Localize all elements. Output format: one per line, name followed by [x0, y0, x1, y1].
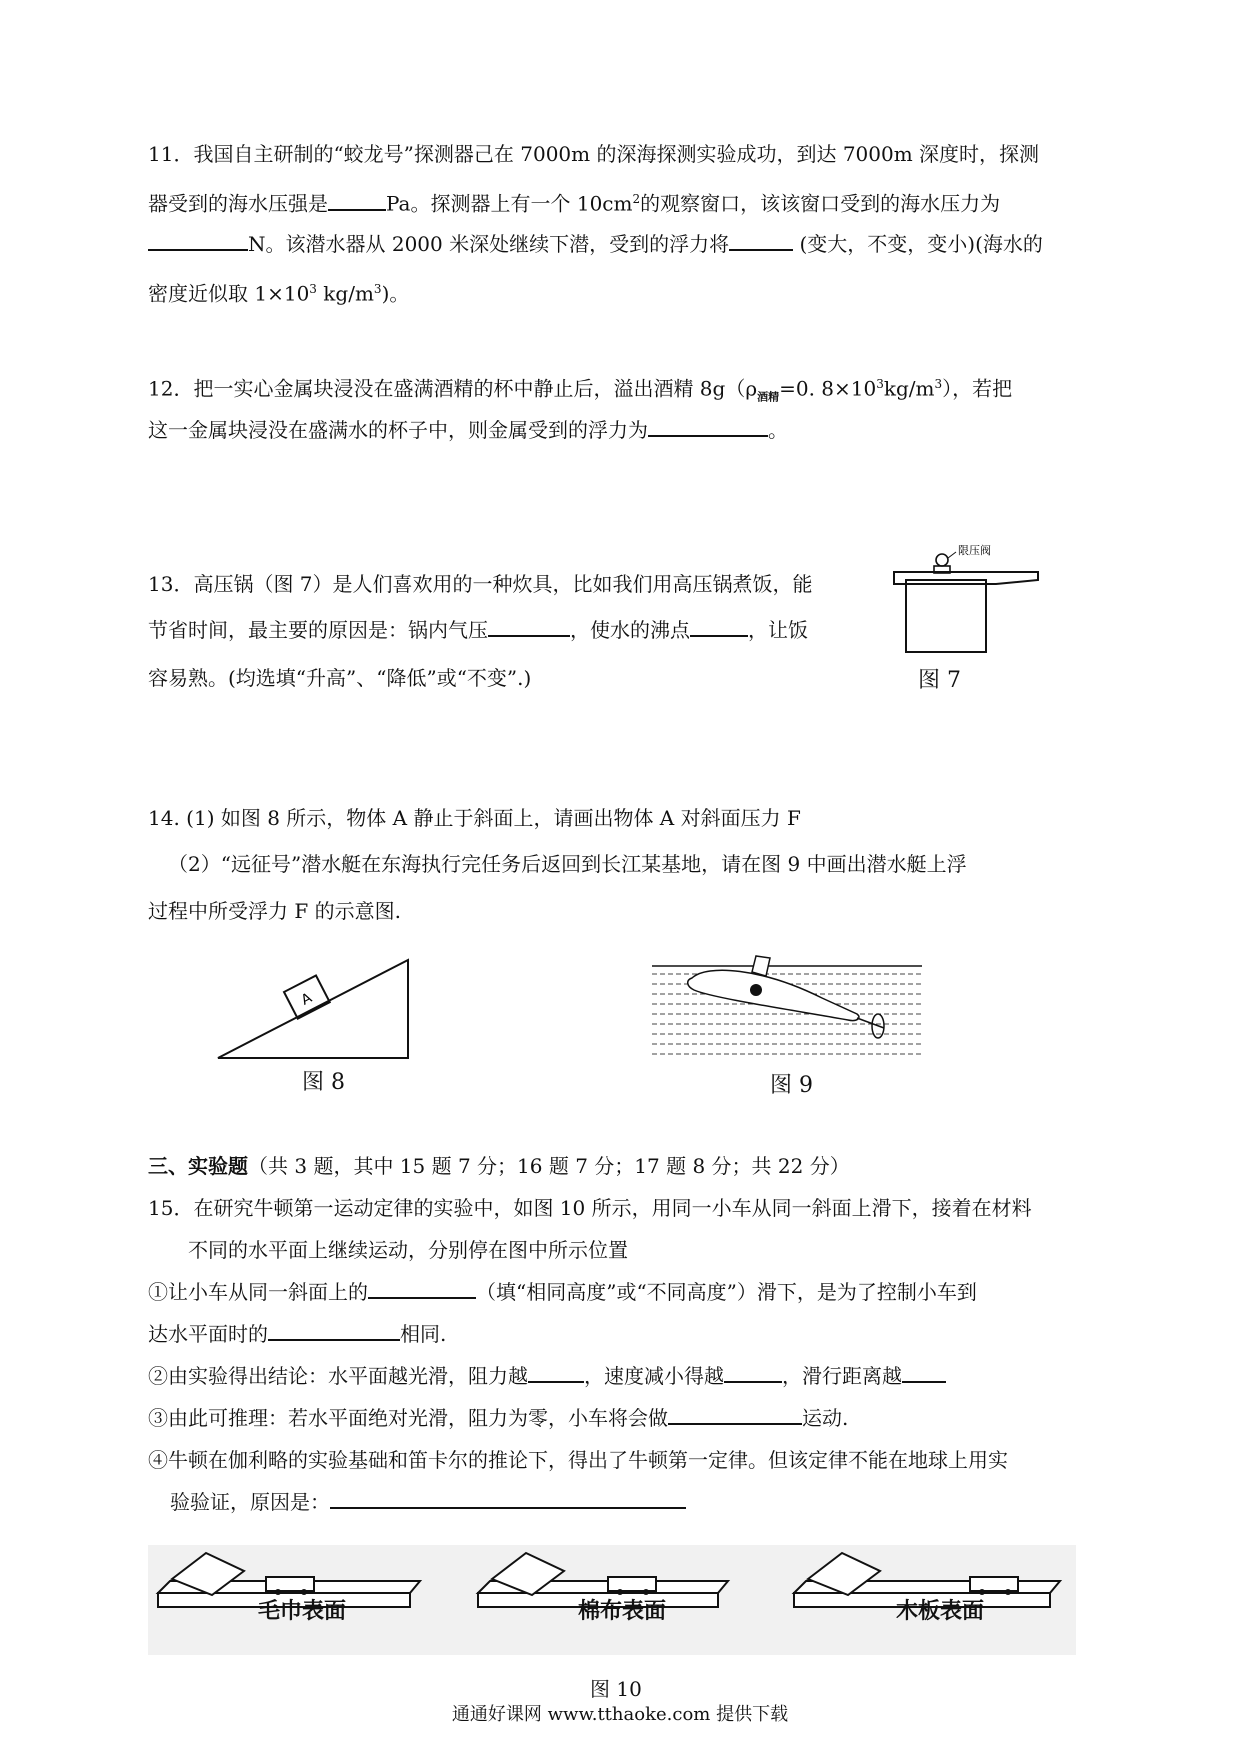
answer-blank — [902, 1363, 946, 1383]
q11-text: N。该潜水器从 2000 米深处继续下潜，受到的浮力将 — [248, 232, 730, 256]
cooker-lid — [894, 572, 1038, 584]
q15-text: 运动. — [802, 1406, 849, 1430]
q11-text: (变大，不变，变小)(海水的 — [793, 232, 1043, 256]
q15-text: ，速度减小得越 — [584, 1364, 724, 1388]
superscript: 3 — [309, 282, 317, 296]
q15-text: ，滑行距离越 — [782, 1364, 902, 1388]
q14-line1: 14. (1) 如图 8 所示，物体 A 静止于斜面上，请画出物体 A 对斜面压力 F — [148, 806, 801, 830]
answer-blank — [648, 417, 768, 437]
q15-line4 — [148, 1320, 1108, 1348]
q15-line3 — [148, 1278, 1108, 1306]
cart-icon — [266, 1577, 314, 1591]
q15-text: 达水平面时的 — [148, 1322, 268, 1346]
q15-text: 相同. — [400, 1322, 447, 1346]
cart-icon — [970, 1577, 1018, 1591]
q15-line2: 不同的水平面上继续运动，分别停在图中所示位置 — [188, 1238, 628, 1262]
q15-text: ①让小车从同一斜面上的 — [148, 1280, 368, 1304]
figure-7-caption: 图 7 — [918, 668, 961, 693]
superscript: 3 — [934, 377, 943, 391]
section3-points: （共 3 题，其中 15 题 7 分；16 题 7 分；17 题 8 分；共 22 分） — [248, 1154, 850, 1178]
pressure-cooker-figure — [890, 540, 1060, 660]
pressure-valve — [936, 554, 948, 566]
answer-blank — [528, 1363, 584, 1383]
q14-line2: （2）“远征号”潜水艇在东海执行完任务后返回到长江某基地，请在图 9 中画出潜水艇上浮 — [168, 852, 967, 876]
q13-text: 节省时间，最主要的原因是：锅内气压 — [148, 618, 488, 642]
cotton-surface-label: 棉布表面 — [578, 1599, 667, 1624]
superscript: 3 — [876, 377, 884, 391]
q13-line3: 容易熟。(均选填“升高”、“降低”或“不变”.) — [148, 666, 532, 690]
q14-line3: 过程中所受浮力 F 的示意图. — [148, 899, 401, 923]
q12-text: 这一金属块浸没在盛满水的杯子中，则金属受到的浮力为 — [148, 418, 648, 442]
submarine-hull — [688, 970, 859, 1020]
q11-text: 器受到的海水压强是 — [148, 191, 328, 216]
q15-line8 — [170, 1488, 1130, 1516]
q15-text: ②由实验得出结论：水平面越光滑，阻力越 — [148, 1364, 528, 1388]
figure-9-caption: 图 9 — [770, 1073, 813, 1098]
answer-blank — [488, 617, 570, 637]
valve-label: 限压阀 — [958, 544, 991, 557]
q11-line4 — [148, 275, 1108, 308]
superscript: 3 — [373, 282, 382, 296]
q11-text: )。 — [381, 281, 410, 306]
q13-text: ，使水的沸点 — [570, 618, 690, 642]
q13-line1: 13．高压锅（图 7）是人们喜欢用的一种炊具，比如我们用高压锅煮饭，能 — [148, 572, 813, 596]
subscript: 酒精 — [757, 390, 780, 404]
submarine-figure-9 — [652, 950, 922, 1062]
incline-plane — [218, 960, 408, 1058]
valve-pointer-line — [948, 552, 956, 558]
q11-text: 的观察窗口，该该窗口受到的海水压力为 — [640, 191, 1001, 216]
page-footer: 通通好课网 www.tthaoke.com 提供下载 — [451, 1704, 789, 1725]
answer-blank — [729, 231, 793, 251]
q15-text: ③由此可推理：若水平面绝对光滑，阻力为零，小车将会做 — [148, 1406, 668, 1430]
answer-blank — [330, 1489, 686, 1509]
q11-text: Pa。探测器上有一个 10cm — [386, 191, 633, 216]
incline-figure-8 — [210, 950, 420, 1070]
q15-line1: 15．在研究牛顿第一运动定律的实验中，如图 10 所示，用同一小车从同一斜面上滑下，接着在材料 — [148, 1196, 1032, 1220]
block-a-label: A — [298, 990, 315, 1009]
q11-line2 — [148, 185, 1108, 218]
propeller-shaft — [857, 1018, 884, 1028]
q12-text: ），若把 — [942, 376, 1013, 401]
center-of-buoyancy-dot — [750, 984, 762, 996]
answer-blank — [148, 231, 248, 251]
q15-line6 — [148, 1404, 1108, 1432]
q11-text: 密度近似取 1×10 — [148, 281, 310, 306]
answer-blank — [668, 1405, 802, 1425]
q12-text: 。 — [768, 418, 788, 442]
wood-surface-label: 木板表面 — [896, 1599, 985, 1624]
q11-line1: 11．我国自主研制的“蛟龙号”探测器己在 7000m 的深海探测实验成功，到达 7000m 深度时，探测 — [148, 142, 1040, 166]
q12-text: =0. 8×10 — [779, 376, 877, 401]
towel-surface-label: 毛巾表面 — [258, 1599, 347, 1624]
q15-text: （填“相同高度”或“不同高度”）滑下，是为了控制小车到 — [476, 1280, 977, 1304]
figure-8-caption: 图 8 — [302, 1070, 345, 1095]
q15-text: 验验证，原因是： — [170, 1490, 330, 1514]
answer-blank — [328, 191, 386, 211]
q12-line1 — [148, 370, 1108, 412]
answer-blank — [724, 1363, 782, 1383]
q12-text: 12．把一实心金属块浸没在盛满酒精的杯中静止后，溢出酒精 8g（ρ — [148, 376, 758, 401]
answer-blank — [690, 617, 748, 637]
cart-icon — [608, 1577, 656, 1591]
superscript: 2 — [632, 192, 641, 206]
section3-title: 三、实验题 — [148, 1154, 248, 1178]
q12-line2 — [148, 416, 1108, 444]
q15-line5 — [148, 1362, 1108, 1390]
answer-blank — [268, 1321, 400, 1341]
figure-10-caption: 图 10 — [590, 1677, 642, 1701]
q13-line2 — [148, 616, 868, 644]
q12-text: kg/m — [883, 376, 935, 401]
q15-line7: ④牛顿在伽利略的实验基础和笛卡尔的推论下，得出了牛顿第一定律。但该定律不能在地球上用实 — [148, 1448, 1008, 1472]
section3-heading — [148, 1152, 1108, 1180]
submarine-tower — [752, 956, 770, 976]
q11-line3 — [148, 230, 1108, 258]
q13-text: ，让饭 — [748, 618, 808, 642]
answer-blank — [368, 1279, 476, 1299]
q11-text: kg/m — [316, 281, 374, 306]
cooker-pot — [906, 580, 986, 652]
